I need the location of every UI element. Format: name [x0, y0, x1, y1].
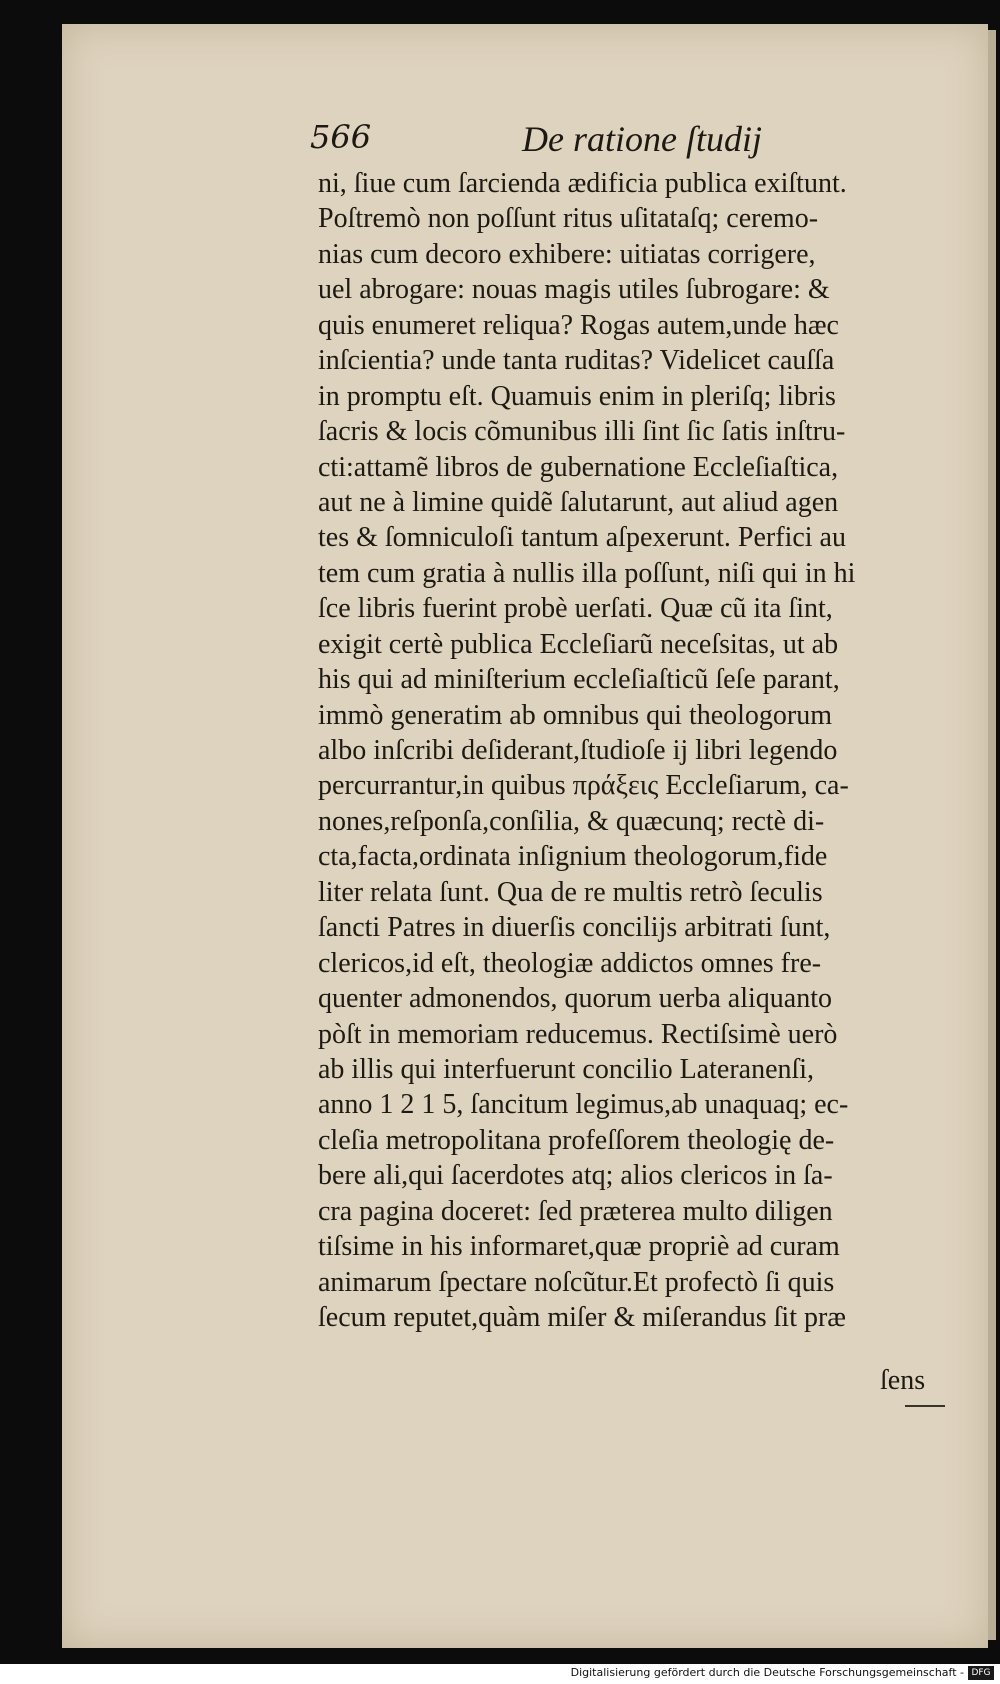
text-line: Poſtremò non poſſunt ritus uſitataſq; ceremo-: [318, 203, 819, 235]
text-line: tem cum gratia à nullis illa poſſunt, niſi qui in hi: [318, 557, 856, 589]
catchword-rule: [905, 1405, 945, 1407]
footer-credit: Digitalisierung gefördert durch die Deutsche Forschungsgemeinschaft -: [570, 1666, 964, 1679]
text-line: ſce libris fuerint probè uerſati. Quæ cũ ita ſint,: [318, 593, 833, 625]
text-line: ſacris & locis cõmunibus illi ſint ſic ſatis inſtru-: [318, 416, 846, 448]
text-line: cti:attamẽ libros de gubernatione Eccleſiaſtica,: [318, 451, 839, 483]
text-line: nones,reſponſa,conſilia, & quæcunq; rectè di-: [318, 805, 825, 837]
text-line: his qui ad miniſterium eccleſiaſticũ ſeſe parant,: [318, 664, 840, 696]
text-line: ſancti Patres in diuerſis concilijs arbitrati ſunt,: [318, 912, 831, 944]
text-line: clericos,id eſt, theologiæ addictos omnes fre-: [318, 947, 822, 979]
text-line: immò generatim ab omnibus qui theologorum: [318, 699, 833, 731]
text-line: cra pagina doceret: ſed præterea multo diligen: [318, 1195, 833, 1227]
text-line: tiſsime in his informaret,quæ propriè ad curam: [318, 1231, 840, 1263]
footer-bar: [0, 1664, 1000, 1684]
text-line: bere ali,qui ſacerdotes atq; alios clericos in ſa-: [318, 1160, 833, 1192]
page-edge: [988, 30, 996, 1640]
text-line: albo inſcribi deſiderant,ſtudioſe ij libri legendo: [318, 735, 838, 766]
text-line: quenter admonendos, quorum uerba aliquanto: [318, 983, 832, 1015]
text-line: ab illis qui interfuerunt concilio Lateranenſi,: [318, 1053, 815, 1085]
text-line: pòſt in memoriam reducemus. Rectiſsimè uerò: [318, 1018, 838, 1050]
text-line: liter relata ſunt. Qua de re multis retrò ſeculis: [318, 876, 823, 908]
text-line: animarum ſpectare noſcũtur.Et profectò ſi quis: [318, 1266, 835, 1298]
page-header: [310, 118, 930, 166]
text-line: cta,facta,ordinata inſignium theologorum,fide: [318, 841, 828, 873]
body-text: [318, 166, 958, 1335]
text-line: inſcientia? unde tanta ruditas? Videlicet cauſſa: [318, 345, 835, 377]
text-line: percurrantur,in quibus πράξεις Eccleſiarum, ca-: [318, 770, 849, 802]
text-line: tes & ſomniculoſi tantum aſpexerunt. Perfici au: [318, 522, 846, 554]
text-line: in promptu eſt. Quamuis enim in pleriſq; libris: [318, 380, 836, 412]
page-number: 566: [310, 118, 372, 156]
running-title: De ratione ſtudij: [522, 119, 762, 159]
dfg-logo-icon: DFG: [968, 1666, 994, 1680]
text-line: cleſia metropolitana profeſſorem theologię de-: [318, 1124, 835, 1156]
catchword: ſens: [880, 1365, 926, 1396]
text-line: ni, ſiue cum ſarcienda ædificia publica exiſtunt.: [318, 168, 847, 199]
text-line: anno 1 2 1 5, ſancitum legimus,ab unaquaq; ec-: [318, 1089, 849, 1121]
text-line: ſecum reputet,quàm miſer & miſerandus ſit præ: [318, 1302, 846, 1333]
text-line: uel abrogare: nouas magis utiles ſubrogare: &: [318, 274, 830, 306]
text-line: exigit certè publica Eccleſiarũ neceſsitas, ut ab: [318, 628, 839, 660]
text-line: aut ne à limine quidẽ ſalutarunt, aut aliud agen: [318, 486, 839, 518]
text-line: nias cum decoro exhibere: uitiatas corrigere,: [318, 238, 816, 270]
text-line: quis enumeret reliqua? Rogas autem,unde hæc: [318, 309, 839, 341]
